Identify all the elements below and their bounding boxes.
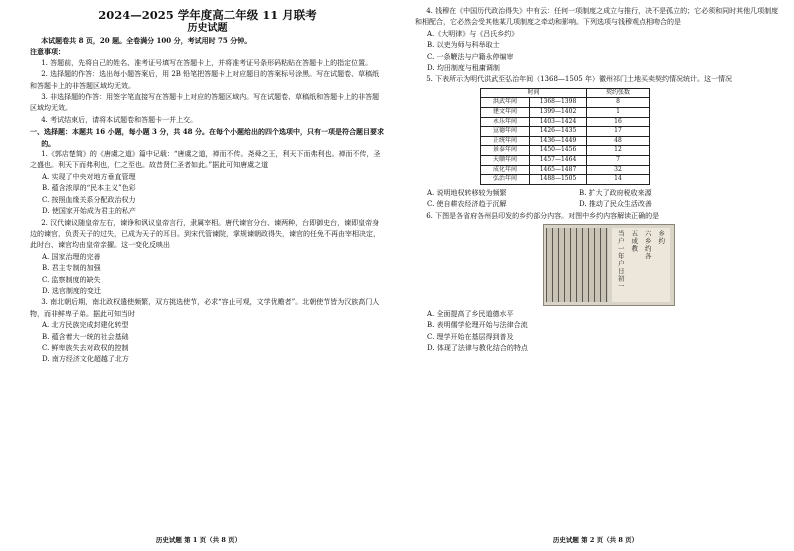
subject-title: 历史试题 — [187, 23, 228, 34]
table-row — [481, 98, 650, 108]
table-cell-years: 1457—1464 — [530, 156, 587, 166]
table-cell-years: 1436—1449 — [530, 136, 587, 146]
page-footer: 历史试题 第 1 页（共 8 页） — [155, 536, 242, 544]
option-a[interactable]: A. 说明地权转移较为频繁 — [427, 188, 507, 197]
table-cell-reign: 弘治年间 — [481, 175, 530, 185]
notice-item: 2. 选择题的作答：选出每小题答案后，用 2B 铅笔把答题卡上对应题目的答案标号涂黑。写在试题卷、草稿纸和答题卡上的非答题区域均无效。 — [30, 70, 380, 90]
notice-title: 注意事项： — [30, 47, 65, 57]
question-stem: 2. 汉代谏议随皇帝左右，谏诤和讽议皇帝言行，隶属宰相。唐代谏官分台、谏两种，台即御史台，谏即皇帝身边的谏官，负责天子的过失，已成为天子的耳目。到宋代管谏院，掌规谏朝政得失，谏官的任免不再由宰相决定，此时台、谏官均由皇帝亲擢。这一变化反映出 — [30, 218, 380, 250]
table-cell-reign: 天顺年间 — [481, 156, 530, 166]
question-stem: 4. 钱穆在《中国历代政治得失》中有云：任何一项制度之成立与推行，决不是孤立的；它必须和同时其他几项制度和相配合，它必然会受其他某几项制度之牵动和影响。下列选项与钱穆观点相吻合的是 — [415, 7, 779, 27]
xiangyue-document-image — [543, 224, 675, 306]
table-row — [481, 117, 650, 127]
option-d[interactable]: D. 南方经济文化超越了北方 — [42, 355, 129, 364]
table-cell-years: 1399—1402 — [530, 108, 587, 118]
table-cell-years: 1368—1398 — [530, 98, 587, 108]
table-cell-years: 1488—1505 — [530, 175, 587, 185]
document-scan-right — [612, 228, 670, 302]
table-header-row — [481, 88, 650, 98]
table-cell-count: 14 — [587, 175, 650, 185]
table-cell-reign: 永乐年间 — [481, 117, 530, 127]
table-row — [481, 136, 650, 146]
table-cell-count: 7 — [587, 156, 650, 166]
table-cell-years: 1450—1456 — [530, 146, 587, 156]
document-text-column: 五成教 — [630, 230, 639, 253]
document-text-column: 当户一年户日初一 — [616, 230, 625, 290]
option-d[interactable]: D. 体现了法律与教化结合的特点 — [427, 344, 528, 353]
table-cell-count: 16 — [587, 117, 650, 127]
table-cell-count: 17 — [587, 127, 650, 137]
notice-item: 1. 答题前，先将自己的姓名、准考证号填写在答题卡上，并将准考证号条形码粘贴在答题卡上的指定位置。 — [41, 58, 373, 67]
option-b[interactable]: B. 蕴含着大一统的社会基础 — [42, 332, 129, 341]
table-cell-reign: 景泰年间 — [481, 146, 530, 156]
option-b[interactable]: B. 扩大了政府税收来源 — [579, 188, 652, 197]
option-c[interactable]: C. 监察制度的缺失 — [42, 275, 101, 284]
document-scan-left — [546, 228, 608, 302]
question-stem: 5. 下表所示为明代洪武至弘治年间（1368—1505 年）徽州祁门土地买卖契约情况统计。这一情况 — [426, 75, 732, 84]
table-cell-count: 48 — [587, 136, 650, 146]
option-c[interactable]: C. 使自耕农经济趋于沉解 — [427, 200, 507, 209]
table-cell-years: 1426—1435 — [530, 127, 587, 137]
option-c[interactable]: C. 理学开始在基层得到普及 — [427, 332, 514, 341]
question-stem: 3. 南北朝后期，南北政权遣使频繁，双方挑选使节，必求“容止可观，文学优赡者”。北朝使节皆为汉族高门人物，而非鲜卑子弟。据此可知当时 — [30, 298, 380, 318]
question-stem: 1.《郭店楚简》的《唐虞之道》篇中记载：“唐虞之道，禅而不传。尧舜之王，利天下而弗利也。禅而不传，圣之盛也。利天下而弗利也，仁之至也。故昔贤仁圣者如此。”据此可知唐虞之道 — [30, 150, 381, 170]
option-d[interactable]: D. 选官制度的变迁 — [42, 286, 101, 295]
table-cell-count: 32 — [587, 165, 650, 175]
option-d[interactable]: D. 均田制度与租庸调制 — [427, 64, 500, 73]
table-cell-years: 1403—1424 — [530, 117, 587, 127]
table-cell-reign: 正统年间 — [481, 136, 530, 146]
option-a[interactable]: A. 北方民族完成封建化转型 — [42, 321, 129, 330]
table-header-count: 契约张数 — [587, 88, 650, 98]
table-cell-count: 1 — [587, 108, 650, 118]
table-cell-count: 12 — [587, 146, 650, 156]
option-a[interactable]: A. 实现了中央对地方垂直管理 — [42, 172, 136, 181]
contracts-table — [480, 88, 650, 185]
notice-item: 3. 非选择题的作答：用签字笔直接写在答题卡上对应的答题区域内。写在试题卷、草稿纸和答题卡上的非答题区域均无效。 — [30, 93, 380, 113]
option-a[interactable]: A. 国家治理的完善 — [42, 252, 101, 261]
table-cell-reign: 洪武年间 — [481, 98, 530, 108]
option-b[interactable]: B. 表明儒学伦理开始与法律合流 — [427, 321, 528, 330]
document-text-column: 六乡约各 — [643, 230, 652, 260]
notice-item: 4. 考试结束后，请将本试题卷和答题卡一并上交。 — [41, 115, 198, 124]
option-a[interactable]: A.《大明律》与《吕氏乡约》 — [427, 29, 519, 38]
table-cell-count: 8 — [587, 98, 650, 108]
option-b[interactable]: B. 君主专制的加强 — [42, 264, 101, 273]
table-cell-reign: 宣德年间 — [481, 127, 530, 137]
table-row — [481, 127, 650, 137]
right-page — [397, 0, 794, 551]
section-heading: 一、选择题：本题共 16 小题，每小题 3 分，共 48 分。在每个小题给出的四个选项中，只有一项是符合题目要求的。 — [30, 127, 384, 148]
option-c[interactable]: C. 按照血缘关系分配政治权力 — [42, 195, 136, 204]
exam-title: 2024—2025 学年度高二年级 11 月联考 — [98, 8, 317, 22]
table-row — [481, 165, 650, 175]
question-stem: 6. 下图是各省府各州县印发的乡约部分内容。对图中乡约内容解读正确的是 — [426, 211, 660, 220]
option-d[interactable]: D. 使国家开始成为君主的私产 — [42, 207, 136, 216]
option-row — [427, 188, 784, 199]
table-cell-years: 1465—1487 — [530, 165, 587, 175]
option-a[interactable]: A. 全面提高了乡民道德水平 — [427, 310, 514, 318]
table-row — [481, 146, 650, 156]
table-header-time: 时间 — [481, 88, 587, 98]
table-row — [481, 108, 650, 118]
page-footer: 历史试题 第 2 页（共 8 页） — [552, 536, 639, 544]
option-c[interactable]: C. 一条鞭法与户籍永停编审 — [427, 52, 514, 61]
option-d[interactable]: D. 推动了民众生活改善 — [579, 200, 652, 209]
table-cell-reign: 成化年间 — [481, 165, 530, 175]
exam-intro: 本试题卷共 8 页，20 题。全卷满分 100 分，考试用时 75 分钟。 — [41, 36, 252, 45]
table-row — [481, 175, 650, 185]
option-b[interactable]: B. 蕴含浓厚的“民本主义”色彩 — [42, 184, 136, 193]
option-b[interactable]: B. 以吏为师与科举取士 — [427, 41, 500, 50]
option-row — [427, 199, 784, 210]
table-cell-reign: 建文年间 — [481, 108, 530, 118]
document-text-column: 乡约 — [657, 230, 666, 245]
option-c[interactable]: C. 鲜卑族失去对政权的控制 — [42, 343, 129, 352]
table-row — [481, 156, 650, 166]
